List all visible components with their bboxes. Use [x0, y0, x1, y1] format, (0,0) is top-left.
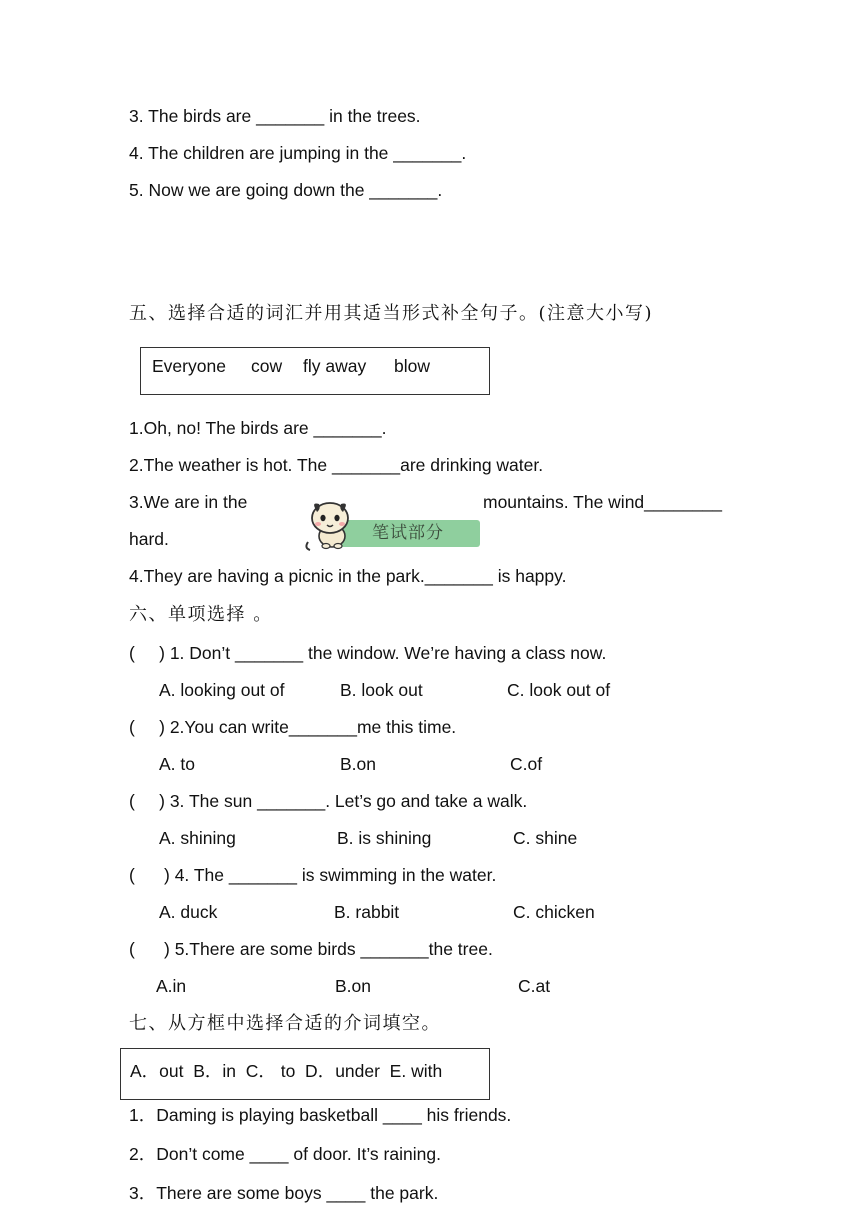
s7-item-3: 3．There are some boys ____ the park.	[129, 1183, 439, 1203]
s6-q3-option-c: C. shine	[513, 828, 578, 848]
s6-q4-option-b: B. rabbit	[334, 902, 400, 922]
s6-q5-option-a: A.in	[156, 976, 187, 996]
s5-q1: 1.Oh, no! The birds are _______.	[129, 418, 387, 438]
s6-q5-option-b: B.on	[335, 976, 371, 996]
s7-item-1: 1．Daming is playing basketball ____ his friends.	[129, 1105, 512, 1125]
cartoon-dog-icon	[302, 498, 362, 552]
s6-q4-option-c: C. chicken	[513, 902, 595, 922]
s5-q2: 2.The weather is hot. The _______are drinking water.	[129, 455, 544, 475]
badge-text: 笔试部分	[372, 523, 444, 543]
s5-q4: 4.They are having a picnic in the park._______ is happy.	[129, 566, 567, 586]
s5-q3-end: mountains. The wind________	[483, 492, 723, 512]
written-part-badge	[302, 498, 482, 552]
s6-q2-option-a: A. to	[159, 754, 195, 774]
word-fly-away: fly away	[303, 356, 367, 376]
s4-item-4: 4. The children are jumping in the _______.	[129, 143, 467, 163]
s6-q2-stem: ( ) 2.You can write_______me this time.	[129, 717, 457, 737]
word-blow: blow	[394, 356, 430, 376]
s6-q3-option-b: B. is shining	[337, 828, 432, 848]
s6-q5-option-c: C.at	[518, 976, 551, 996]
word-cow: cow	[251, 356, 283, 376]
section7-word-box	[120, 1048, 490, 1100]
section6-title: 六、单项选择 。	[129, 604, 273, 625]
s5-q3-start: 3.We are in the	[129, 492, 248, 512]
s6-q3-option-a: A. shining	[159, 828, 236, 848]
s6-q1-stem: ( ) 1. Don’t _______ the window. We’re having a class now.	[129, 643, 607, 663]
s6-q3-stem: ( ) 3. The sun _______. Let’s go and take a walk.	[129, 791, 528, 811]
s6-q4-stem: ( ) 4. The _______ is swimming in the water.	[129, 865, 497, 885]
word-everyone: Everyone	[152, 356, 226, 376]
s6-q5-stem: ( ) 5.There are some birds _______the tree.	[129, 939, 493, 959]
s4-item-3: 3. The birds are _______ in the trees.	[129, 106, 421, 126]
s6-q2-option-b: B.on	[340, 754, 376, 774]
s5-q3-cont: hard.	[129, 529, 169, 549]
section5-title: 五、选择合适的词汇并用其适当形式补全句子。(注意大小写)	[129, 303, 654, 324]
section7-title: 七、从方框中选择合适的介词填空。	[129, 1013, 441, 1034]
s6-q1-option-c: C. look out of	[507, 680, 611, 700]
s7-item-2: 2．Don’t come ____ of door. It’s raining.	[129, 1144, 441, 1164]
s6-q2-option-c: C.of	[510, 754, 543, 774]
s6-q1-option-a: A. looking out of	[159, 680, 285, 700]
s4-item-5: 5. Now we are going down the _______.	[129, 180, 443, 200]
s6-q1-option-b: B. look out	[340, 680, 423, 700]
s6-q4-option-a: A. duck	[159, 902, 218, 922]
section7-word-list: A．out B．in C． to D．under E. with	[130, 1061, 443, 1081]
section5-word-box	[140, 347, 490, 395]
